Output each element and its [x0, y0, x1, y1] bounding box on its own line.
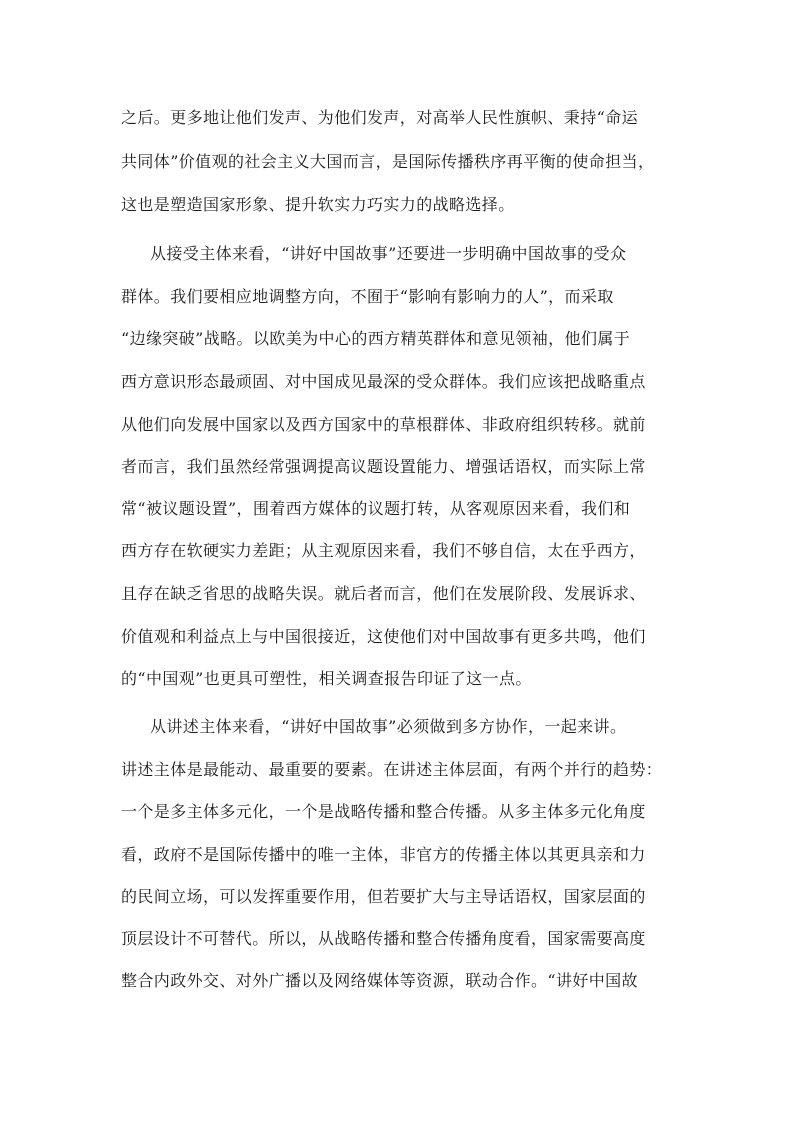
paragraph-3-line-3: 一个是多主体多元化，一个是战略传播和整合传播。从多主体多元化角度 — [121, 802, 646, 821]
paragraph-2-line-2: 群体。我们要相应地调整方向，不囿于“影响有影响力的人”，而采取 — [121, 287, 614, 306]
paragraph-3-line-7: 整合内政外交、对外广播以及网络媒体等资源，联动合作。“讲好中国故 — [121, 971, 638, 990]
paragraph-3-line-2: 讲述主体是最能动、最重要的要素。在讲述主体层面，有两个并行的趋势： — [121, 760, 663, 779]
paragraph-2-line-3: “边缘突破”战略。以欧美为中心的西方精英群体和意见领袖，他们属于 — [121, 329, 631, 348]
paragraph-2-line-4: 西方意识形态最顽固、对中国成见最深的受众群体。我们应该把战略重点 — [121, 372, 646, 391]
paragraph-2-line-5: 从他们向发展中国家以及西方国家中的草根群体、非政府组织转移。就前 — [121, 415, 646, 434]
paragraph-2-line-1: 从接受主体来看，“讲好中国故事”还要进一步明确中国故事的受众 — [150, 244, 627, 263]
paragraph-1-line-3: 这也是塑造国家形象、提升软实力巧实力的战略选择。 — [121, 195, 515, 214]
paragraph-1-line-2: 共同体”价值观的社会主义大国而言，是国际传播秩序再平衡的使命担当， — [121, 152, 655, 171]
paragraph-3-line-5: 的民间立场，可以发挥重要作用，但若要扩大与主导话语权，国家层面的 — [121, 887, 646, 906]
paragraph-1-line-1: 之后。更多地让他们发声、为他们发声，对高举人民性旗帜、秉持“命运 — [121, 108, 638, 127]
paragraph-2-line-10: 价值观和利益点上与中国很接近，这使他们对中国故事有更多共鸣，他们 — [121, 627, 646, 646]
paragraph-2-line-9: 且存在缺乏省思的战略失误。就后者而言，他们在发展阶段、发展诉求、 — [121, 584, 646, 603]
paragraph-2-line-8: 西方存在软硬实力差距；从主观原因来看，我们不够自信，太在乎西方， — [121, 541, 646, 560]
paragraph-2-line-7: 常“被议题设置”，围着西方媒体的议题打转，从客观原因来看，我们和 — [121, 499, 631, 518]
paragraph-3-line-6: 顶层设计不可替代。所以，从战略传播和整合传播角度看，国家需要高度 — [121, 929, 646, 948]
paragraph-2-line-11: 的“中国观”也更具可塑性，相关调查报告印证了这一点。 — [121, 669, 532, 688]
paragraph-2-line-6: 者而言，我们虽然经常强调提高议题设置能力、增强话语权，而实际上常 — [121, 457, 646, 476]
paragraph-3-line-4: 看，政府不是国际传播中的唯一主体，非官方的传播主体以其更具亲和力 — [121, 845, 646, 864]
paragraph-3-line-1: 从讲述主体来看，“讲好中国故事”必须做到多方协作，一起来讲。 — [150, 717, 627, 736]
